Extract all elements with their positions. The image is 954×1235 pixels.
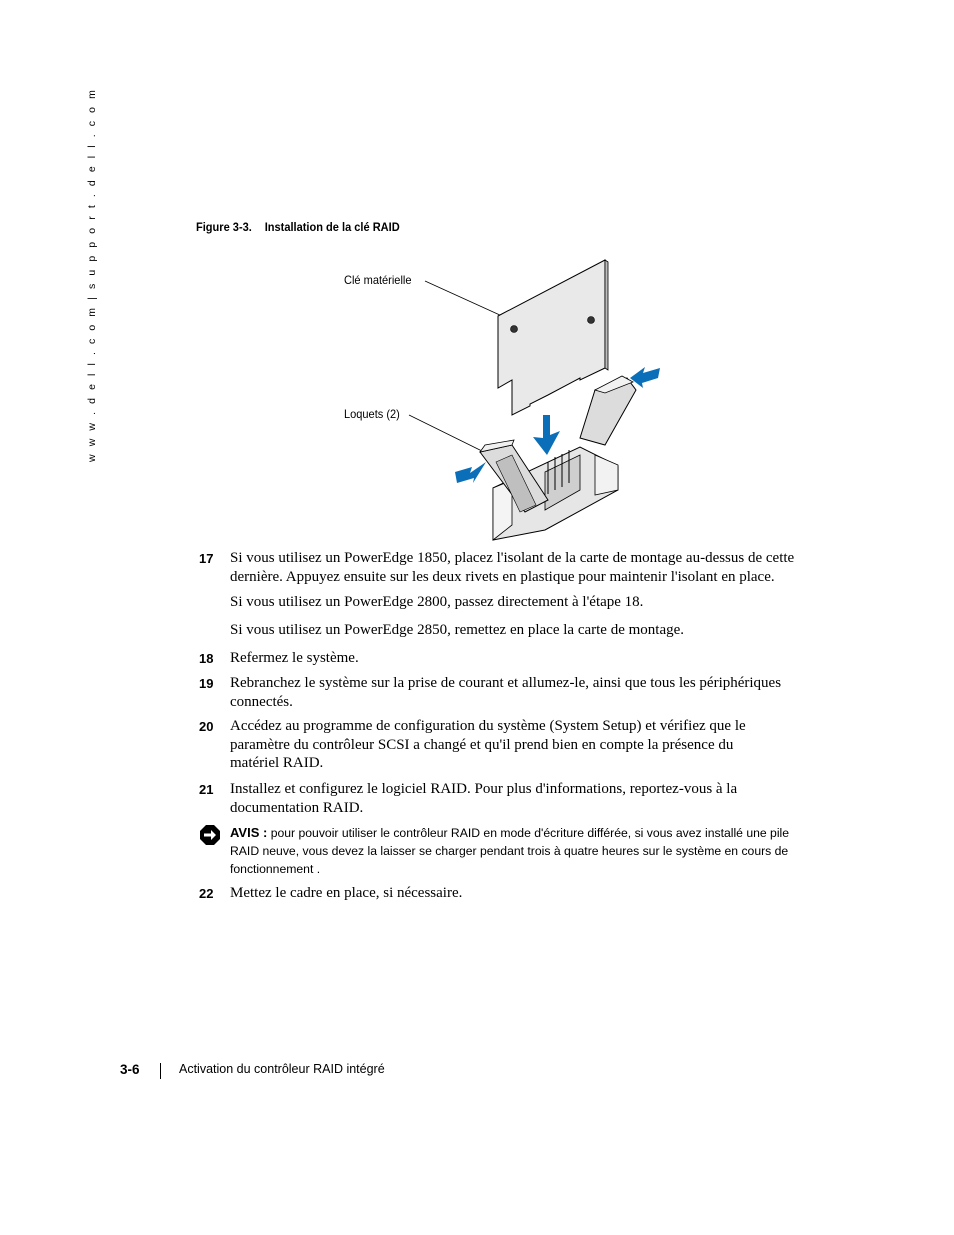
step-number: 20 bbox=[199, 719, 214, 734]
step-text: Si vous utilisez un PowerEdge 1850, placez l'isolant de la carte de montage au-dessus de cette dernière. Appuyez ensuite sur les deux rivets en plastique pour maintenir l'isolant en place. bbox=[230, 550, 795, 585]
right-latch bbox=[580, 376, 636, 445]
page-number: 3-6 bbox=[120, 1062, 140, 1077]
press-arrow-top-right bbox=[630, 367, 660, 388]
paragraph-poweredge-2850: Si vous utilisez un PowerEdge 2850, remettez en place la carte de montage. bbox=[230, 622, 685, 638]
leader-line-key bbox=[425, 281, 502, 316]
step-19 bbox=[199, 674, 819, 711]
step-17 bbox=[199, 549, 819, 586]
step-text: Refermez le système. bbox=[230, 650, 359, 666]
step-number: 18 bbox=[199, 651, 214, 666]
step-22 bbox=[199, 884, 819, 903]
callout-key-label: Clé matérielle bbox=[344, 273, 412, 287]
figure-number: Figure 3-3. bbox=[196, 220, 252, 234]
step-text: Mettez le cadre en place, si nécessaire. bbox=[230, 885, 463, 901]
hardware-key-card bbox=[498, 260, 608, 415]
notice-block bbox=[199, 824, 819, 878]
step-number: 17 bbox=[199, 551, 214, 566]
paragraph-poweredge-2800: Si vous utilisez un PowerEdge 2800, passez directement à l'étape 18. bbox=[230, 594, 644, 610]
notice-text: pour pouvoir utiliser le contrôleur RAID en mode d'écriture différée, si vous avez installé une pile RAID neuve, vous devez la laisser se charger pendant trois à quatre heures sur le système en cours de fonctionnement . bbox=[230, 826, 790, 876]
figure-title: Installation de la clé RAID bbox=[264, 220, 400, 234]
step-text: Accédez au programme de configuration du système (System Setup) et vérifiez que le paramètre du contrôleur SCSI a changé et qu'il prend bien en compte la présence du matériel RAID. bbox=[230, 718, 746, 772]
insert-arrow-down bbox=[533, 415, 560, 455]
rivet-hole-left bbox=[511, 326, 518, 333]
step-number: 19 bbox=[199, 676, 214, 691]
step-21 bbox=[199, 780, 739, 817]
step-text: Installez et configurez le logiciel RAID. Pour plus d'informations, reportez-vous à la documentation RAID. bbox=[230, 781, 738, 816]
step-20 bbox=[199, 717, 759, 773]
raid-key-illustration bbox=[300, 250, 680, 550]
notice-icon bbox=[199, 824, 221, 846]
step-18 bbox=[199, 649, 819, 668]
figure-caption bbox=[196, 220, 400, 234]
side-url: w w w . d e l l . c o m | s u p p o r t . d e l l . c o m bbox=[86, 87, 98, 462]
leader-line-latches bbox=[409, 415, 488, 454]
step-number: 22 bbox=[199, 886, 214, 901]
notice-label: AVIS : bbox=[230, 825, 268, 840]
rivet-hole-right bbox=[588, 317, 595, 324]
page-footer bbox=[120, 1062, 385, 1077]
callout-latches-label: Loquets (2) bbox=[344, 407, 400, 421]
footer-divider bbox=[160, 1063, 161, 1079]
step-number: 21 bbox=[199, 782, 214, 797]
step-text: Rebranchez le système sur la prise de courant et allumez-le, ainsi que tous les périphériques connectés. bbox=[230, 675, 782, 710]
press-arrow-left bbox=[455, 462, 486, 483]
footer-chapter-title: Activation du contrôleur RAID intégré bbox=[179, 1062, 385, 1076]
